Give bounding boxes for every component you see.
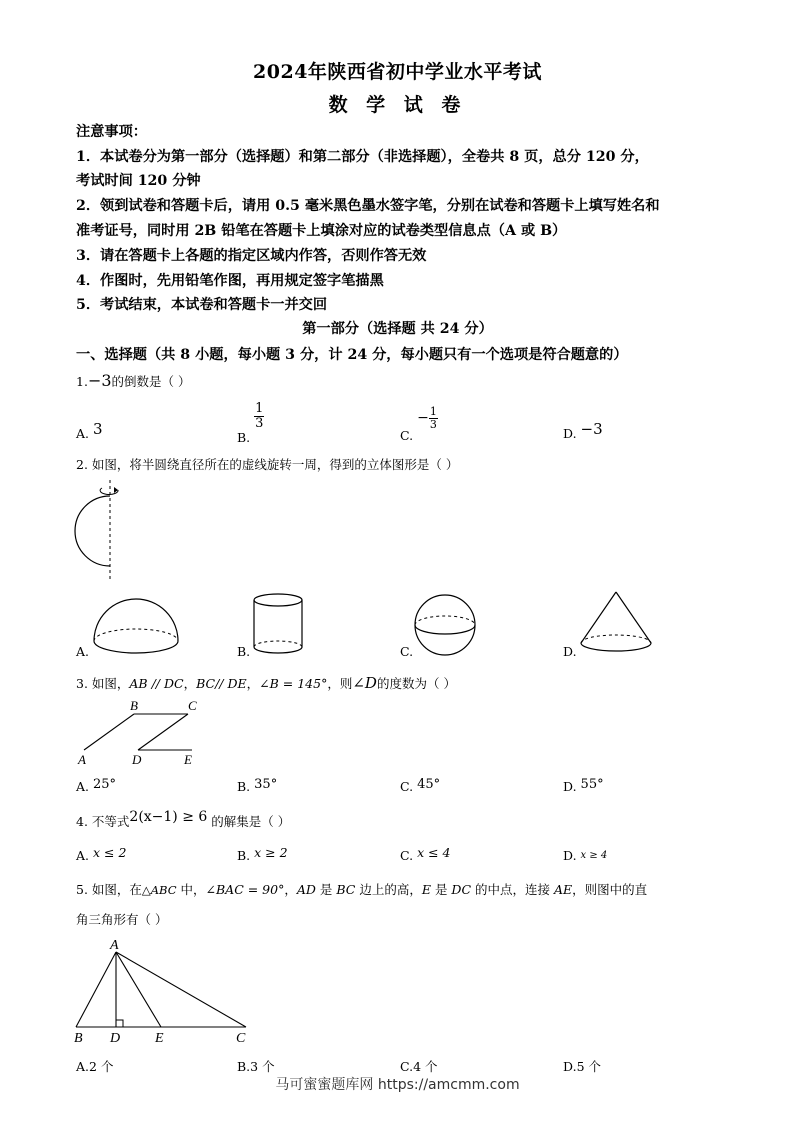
q2-cylinder-figure: [250, 592, 310, 657]
q1-option-c[interactable]: [400, 405, 438, 443]
q1-option-d[interactable]: [563, 420, 603, 442]
q5-triangle-figure: [70, 936, 270, 1046]
note-line-5: 3．请在答题卡上各题的指定区域内作答，否则作答无效: [76, 248, 427, 264]
label-d: D: [110, 1031, 121, 1046]
label-a: A: [110, 938, 119, 953]
site-footer[interactable]: 马可蜜蜜题库网 https://amcmm.com: [275, 1077, 520, 1093]
q5-option-b[interactable]: B.3 个: [237, 1059, 275, 1074]
label-a: A: [78, 752, 86, 767]
option-value: −3: [580, 420, 603, 438]
q2-hemisphere-figure: [90, 593, 180, 653]
label-e: E: [184, 752, 192, 767]
q5-option-c[interactable]: C.4 个: [400, 1059, 438, 1074]
q1-text: 的倒数是（ ）: [111, 374, 191, 389]
label-b: B: [74, 1031, 83, 1046]
q5-option-a[interactable]: A.2 个: [76, 1059, 114, 1074]
q2-sphere-figure: [412, 592, 482, 662]
q4-option-a[interactable]: A. x ≤ 2: [76, 845, 127, 863]
q3-figure: [76, 698, 206, 768]
question-5-line2: 角三角形有（ ）: [76, 912, 168, 927]
minus-sign: −: [417, 410, 429, 426]
label-b: B: [130, 698, 138, 713]
q2-option-d[interactable]: D.: [563, 644, 577, 659]
part1-heading: 第一部分（选择题 共 24 分）: [302, 321, 493, 337]
option-label: C.: [400, 428, 414, 443]
exam-title: 2024年陕西省初中学业水平考试: [253, 61, 542, 83]
q2-option-c[interactable]: C.: [400, 644, 414, 659]
note-line-2: 考试时间 120 分钟: [76, 173, 201, 189]
section1-heading: 一、选择题（共 8 小题，每小题 3 分，计 24 分，每小题只有一个选项是符合题意的）: [76, 347, 628, 363]
q4-option-b[interactable]: B. x ≥ 2: [237, 845, 288, 863]
exam-subtitle: 数 学 试 卷: [328, 94, 467, 116]
option-label: A.: [76, 426, 90, 441]
notes-heading: 注意事项：: [76, 124, 147, 140]
fraction: $\frac{1}{3}$: [429, 405, 437, 431]
note-line-7: 5．考试结束，本试卷和答题卡一并交回: [76, 297, 328, 313]
label-d: D: [132, 752, 142, 767]
semicircle-arc: [75, 496, 110, 566]
fraction: $\frac{1}{3}$: [255, 401, 264, 431]
q2-option-a[interactable]: A.: [76, 644, 90, 659]
q2-semicircle-figure: [70, 478, 130, 588]
q1-math: −3: [87, 371, 112, 390]
q3-option-b[interactable]: B. 35°: [237, 777, 278, 794]
note-line-1: 1．本试卷分为第一部分（选择题）和第二部分（非选择题），全卷共 8 页，总分 120 分，: [76, 149, 649, 165]
option-value: 3: [93, 420, 103, 438]
label-c: C: [236, 1031, 246, 1046]
q2-option-b[interactable]: B.: [237, 644, 251, 659]
option-label: B.: [237, 430, 251, 445]
label-e: E: [155, 1031, 164, 1046]
q3-option-a[interactable]: A. 25°: [76, 777, 117, 794]
q4-option-d[interactable]: D. x ≥ 4: [563, 848, 608, 863]
question-1: [76, 371, 191, 390]
q4-option-c[interactable]: C. x ≤ 4: [400, 845, 451, 863]
q3-option-c[interactable]: C. 45°: [400, 777, 441, 794]
label-c: C: [188, 698, 197, 713]
q2-cone-figure: [578, 589, 658, 659]
option-label: D.: [563, 426, 577, 441]
note-line-3: 2．领到试卷和答题卡后，请用 0.5 毫米黑色墨水签字笔，分别在试卷和答题卡上填写姓名和: [76, 198, 660, 214]
q1-number: 1.: [76, 374, 88, 389]
note-line-4: 准考证号，同时用 2B 铅笔在答题卡上填涂对应的试卷类型信息点（A 或 B）: [76, 223, 567, 239]
question-4: 4. 不等式2(x−1) ≥ 6 的解集是（ ）: [76, 809, 291, 829]
question-3: 3. 如图，AB // DC，BC// DE，∠B = 145°，则∠D的度数为（ ）: [76, 674, 456, 692]
question-2: 2. 如图，将半圆绕直径所在的虚线旋转一周，得到的立体图形是（ ）: [76, 457, 459, 472]
q1-option-b[interactable]: [237, 401, 264, 445]
q3-option-d[interactable]: D. 55°: [563, 777, 604, 794]
question-5: 5. 如图，在△ABC 中，∠BAC = 90°，AD 是 BC 边上的高，E 是 DC 的中点，连接 AE，则图中的直: [76, 882, 648, 897]
q5-option-d[interactable]: D.5 个: [563, 1059, 601, 1074]
note-line-6: 4．作图时，先用铅笔作图，再用规定签字笔描黑: [76, 273, 384, 289]
q1-option-a[interactable]: [76, 420, 103, 442]
